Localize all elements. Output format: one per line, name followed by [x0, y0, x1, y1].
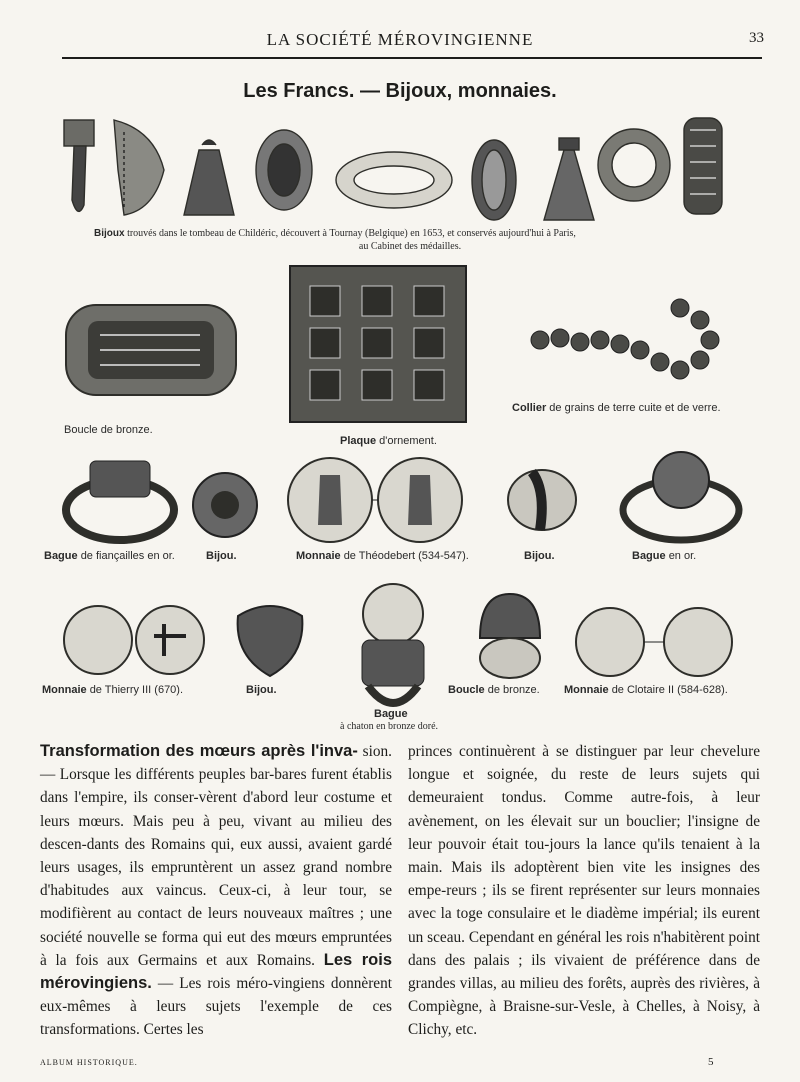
childeric-jewels-engraving	[54, 110, 764, 228]
footer-album-title: ALBUM HISTORIQUE.	[40, 1058, 138, 1067]
top-caption-text: trouvés dans le tombeau de Childéric, découvert à Tournay (Belgique) en 1653, et conservés aujourd'hui à Paris,	[127, 228, 576, 239]
thierry-coins-engraving	[60, 600, 210, 680]
caption-theodebert	[296, 550, 469, 562]
theodebert-coins-engraving	[280, 455, 530, 545]
caption-collier	[512, 402, 721, 414]
running-title: LA SOCIÉTÉ MÉROVINGIENNE	[266, 30, 534, 49]
top-caption-lead: Bijoux	[94, 228, 125, 239]
caption-bijou-3: Bijou.	[246, 684, 277, 696]
caption-bague-chaton-rest: à chaton en bronze doré.	[340, 721, 439, 732]
jewel-2-engraving	[502, 460, 582, 540]
left-paragraph-2: — Les rois méro-vingiens donnèrent eux-mêmes à leurs sujets l'exemple de ces transformations. Certes les	[40, 975, 392, 1039]
caption-theodebert-lead: Monnaie	[296, 550, 341, 562]
caption-clotaire	[564, 684, 728, 696]
bronze-buckle-engraving	[60, 285, 250, 415]
footer-signature-number: 5	[708, 1056, 714, 1068]
caption-plaque	[340, 435, 437, 447]
caption-bijou-1: Bijou.	[206, 550, 237, 562]
caption-collier-rest: de grains de terre cuite et de verre.	[549, 402, 721, 414]
caption-thierry-lead: Monnaie	[42, 684, 87, 696]
page-number: 33	[749, 30, 764, 46]
clotaire-coins-engraving	[568, 604, 744, 680]
caption-boucle-bronze-1: Boucle de bronze.	[64, 424, 153, 436]
caption-boucle-bronze-2-rest: de bronze.	[487, 684, 540, 696]
caption-bague-chaton-lead: Bague	[374, 708, 408, 720]
gold-ring-engraving	[616, 450, 746, 545]
jewel-3-engraving	[232, 596, 308, 680]
top-caption-line1	[94, 228, 576, 239]
caption-boucle-bronze-2	[448, 684, 540, 696]
caption-bague-or-rest: en or.	[668, 550, 697, 562]
subsection-heading: Les rois mérovingiens.	[40, 950, 392, 993]
right-column	[408, 740, 760, 1042]
caption-boucle-bronze-2-lead: Boucle	[448, 684, 485, 696]
caption-plaque-rest: d'ornement.	[379, 435, 437, 447]
engagement-ring-engraving	[60, 455, 180, 545]
right-paragraph: princes continuèrent à se distinguer par leur chevelure longue et soignée, du reste de leurs sujets qui demeuraient tondus. Comme autre-fois, à leur avènement, on les élevait sur un bouclier; l'insigne de leur pouvoir était tou-jours la lance qu'ils tenaient à la main. Mais ils adoptèrent bien vite les insignes des empe-reurs ; ils se firent représenter sur leurs monnaies avec la toge consulaire et le diadème impérial; ils eurent un sceau. Cependant en général les rois n'habitèrent point dans des palais ; ils vivaient de préférence dans de grandes villas, au milieu des forêts, auprès des rivières, à Compiègne, à Braisne-sur-Vesle, à Chelles, à Noisy, à Clichy, etc.	[408, 743, 760, 1039]
engraving-plate	[40, 110, 780, 730]
caption-plaque-lead: Plaque	[340, 435, 377, 447]
caption-clotaire-rest: de Clotaire II (584-628).	[611, 684, 728, 696]
jewel-1-engraving	[190, 470, 260, 540]
caption-bague-fiancailles	[44, 550, 175, 562]
caption-thierry-rest: de Thierry III (670).	[89, 684, 184, 696]
bezel-ring-engraving	[338, 580, 448, 720]
ornament-plaque-engraving	[286, 262, 470, 432]
caption-bague-fiancailles-lead: Bague	[44, 550, 78, 562]
bronze-buckle-2-engraving	[466, 588, 554, 684]
caption-bague-fiancailles-rest: de fiançailles en or.	[80, 550, 175, 562]
section-heading: Transformation des mœurs après l'inva-	[40, 742, 358, 760]
plate-title: Les Francs. — Bijoux, monnaies.	[243, 80, 557, 102]
caption-bague-or	[632, 550, 696, 562]
caption-bague-or-lead: Bague	[632, 550, 666, 562]
caption-collier-lead: Collier	[512, 402, 547, 414]
top-caption-line2: au Cabinet des médailles.	[358, 241, 462, 252]
caption-thierry	[42, 684, 183, 696]
caption-clotaire-lead: Monnaie	[564, 684, 609, 696]
caption-theodebert-rest: de Théodebert (534-547).	[343, 550, 469, 562]
header-rule	[62, 57, 762, 59]
left-paragraph-1: sion. — Lorsque les différents peuples bar-bares furent établis dans l'empire, ils conser-vèrent d'abord leur costume et leurs mœurs. Mais peu à peu, vivant au milieu des descen-dants des Romains qui, eux aussi, avaient gardé leurs usages, ils empruntèrent un assez grand nombre d'habitudes aux vaincus. Ceux-ci, à leur tour, se modifièrent au contact de leurs nouveaux maîtres ; une société nouvelle se forma qui eut des mœurs empruntées à la fois aux Germains et aux Romains.	[40, 743, 392, 969]
necklace-engraving	[510, 280, 750, 400]
left-column	[40, 740, 392, 1042]
caption-bijou-2: Bijou.	[524, 550, 555, 562]
